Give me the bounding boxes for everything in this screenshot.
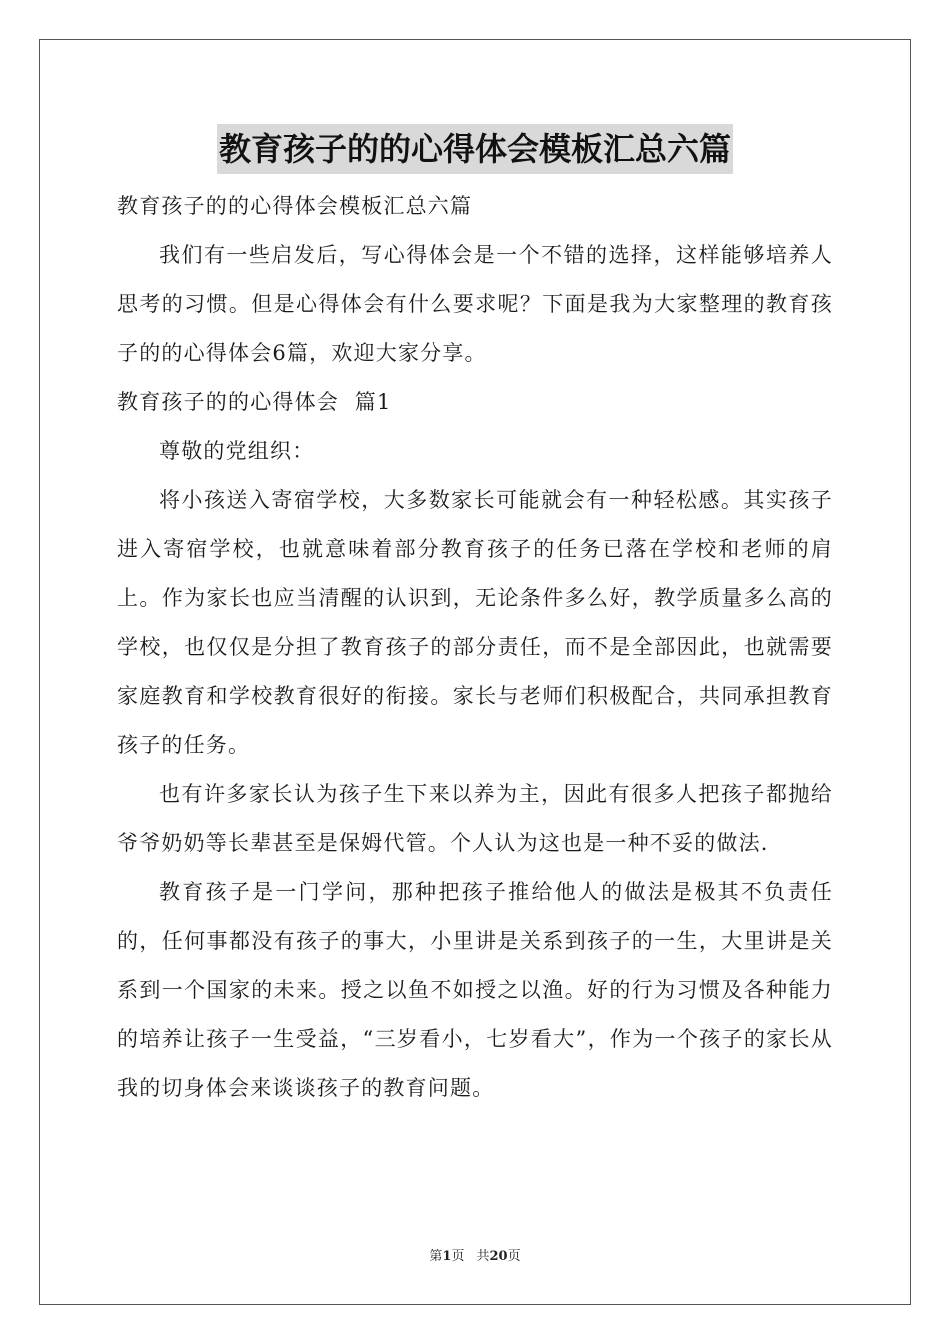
section-heading: 教育孩子的的心得体会 篇1 <box>117 390 392 414</box>
salutation: 尊敬的党组织： <box>159 439 315 463</box>
total-pages: 20 <box>489 1249 508 1264</box>
intro-paragraph: 我们有一些启发后，写心得体会是一个不错的选择，这样能够培养人思考的习惯。但是心得体会有什么要求呢？下面是我为大家整理的教育孩子的的心得体会6篇，欢迎大家分享。 <box>117 243 833 365</box>
page-footer <box>0 1245 950 1264</box>
document-title: 教育孩子的的心得体会模板汇总六篇 <box>217 124 733 174</box>
total-suffix: 页 <box>507 1249 521 1264</box>
page-number: 1 <box>442 1249 452 1264</box>
document-body <box>117 182 833 1113</box>
body-paragraph-2: 也有许多家长认为孩子生下来以养为主，因此有很多人把孩子都抛给爷爷奶奶等长辈甚至是保姆代管。个人认为这也是一种不妥的做法. <box>117 782 833 855</box>
title-container <box>0 124 950 174</box>
body-paragraph-1: 将小孩送入寄宿学校，大多数家长可能就会有一种轻松感。其实孩子进入寄宿学校，也就意味着部分教育孩子的任务已落在学校和老师的肩上。作为家长也应当清醒的认识到，无论条件多么好，教学质量多么高的学校，也仅仅是分担了教育孩子的部分责任，而不是全部因此，也就需要家庭教育和学校教育很好的衔接。家长与老师们积极配合，共同承担教育孩子的任务。 <box>117 488 833 757</box>
total-prefix: 共 <box>476 1249 490 1264</box>
page-prefix: 第 <box>429 1249 443 1264</box>
subtitle: 教育孩子的的心得体会模板汇总六篇 <box>117 194 473 218</box>
body-paragraph-3: 教育孩子是一门学问，那种把孩子推给他人的做法是极其不负责任的，任何事都没有孩子的事大，小里讲是关系到孩子的一生，大里讲是关系到一个国家的未来。授之以鱼不如授之以渔。好的行为习惯及各种能力的培养让孩子一生受益，“三岁看小，七岁看大”，作为一个孩子的家长从我的切身体会来谈谈孩子的教育问题。 <box>117 880 833 1100</box>
page-suffix: 页 <box>451 1249 465 1264</box>
